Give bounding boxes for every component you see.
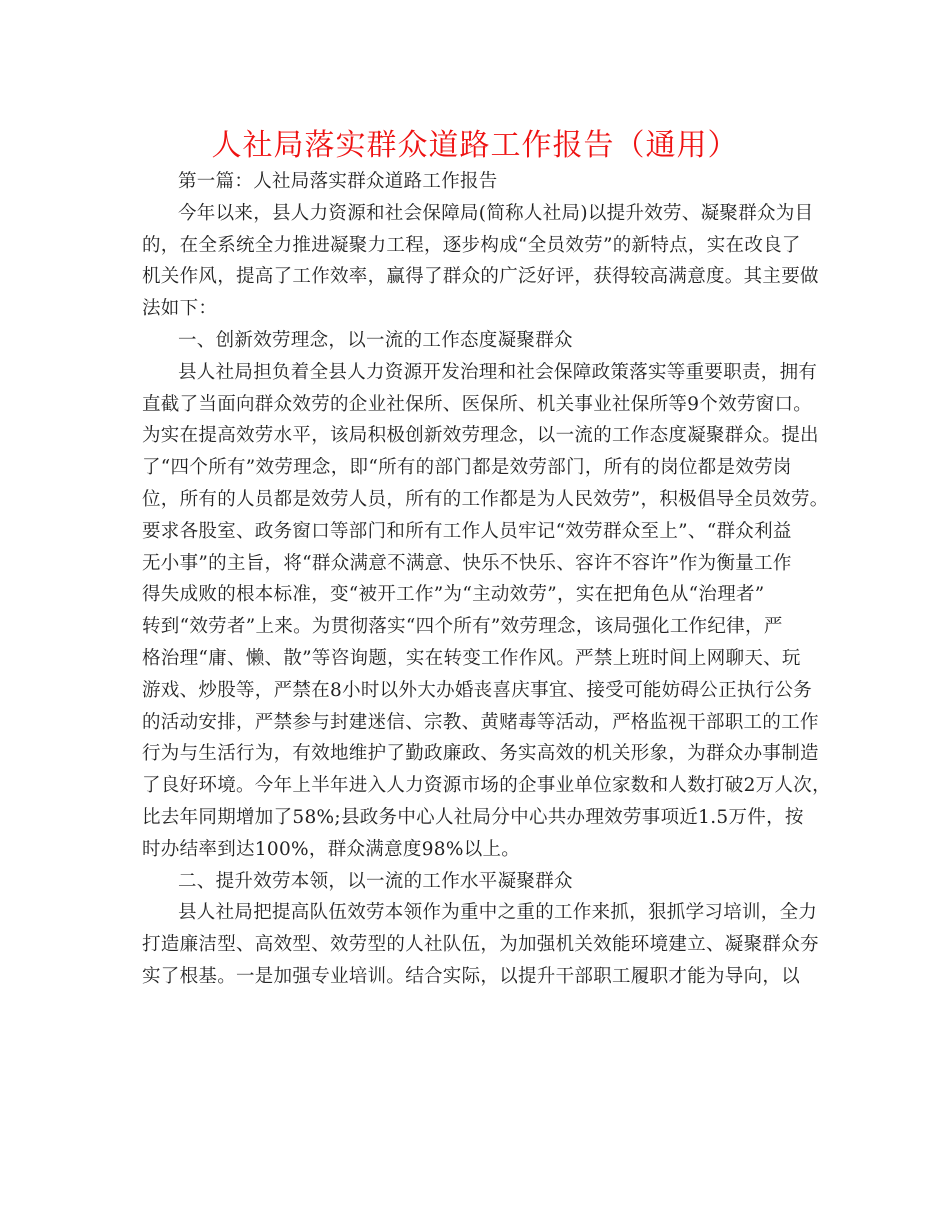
- document-body: [142, 166, 831, 993]
- body-line: 第一篇：人社局落实群众道路工作报告: [178, 171, 498, 192]
- body-line: 位，所有的人员都是效劳人员，所有的工作都是为人民效劳”，积极倡导全员效劳。: [142, 488, 829, 510]
- body-line: 的活动安排，严禁参与封建迷信、宗教、黄赌毒等活动，严格监视干部职工的工作: [142, 711, 819, 733]
- body-line: 机关作风，提高了工作效率，赢得了群众的广泛好评，获得较高满意度。其主要做: [142, 266, 819, 288]
- body-line: 了良好环境。今年上半年进入人力资源市场的企事业单位家数和人数打破2万人次，: [142, 775, 831, 797]
- body-line: 县人社局把提高队伍效劳本领作为重中之重的工作来抓，狠抓学习培训，全力: [178, 902, 818, 924]
- body-line: 格治理“庸、懒、散”等咨询题，实在转变工作作风。严禁上班时间上网聊天、玩: [142, 647, 801, 669]
- body-line: 县人社局担负着全县人力资源开发治理和社会保障政策落实等重要职责，拥有: [178, 361, 818, 383]
- body-line: 实了根基。一是加强专业培训。结合实际，以提升干部职工履职才能为导向，以: [142, 965, 801, 987]
- body-line: 今年以来，县人力资源和社会保障局(简称人社局)以提升效劳、凝聚群众为目: [178, 202, 814, 224]
- body-line: 要求各股室、政务窗口等部门和所有工作人员牢记“效劳群众至上”、“群众利益: [142, 520, 792, 542]
- body-line: 游戏、炒股等，严禁在8小时以外大办婚丧喜庆事宜、接受可能妨碍公正执行公务: [142, 679, 813, 701]
- body-line: 得失成败的根本标准，变“被开工作”为“主动效劳”，实在把角色从“治理者”: [142, 584, 765, 606]
- body-line: 二、提升效劳本领，以一流的工作水平凝聚群众: [178, 870, 573, 892]
- body-line: 了“四个所有”效劳理念，即“所有的部门都是效劳部门，所有的岗位都是效劳岗: [142, 457, 792, 479]
- body-line: 行为与生活行为，有效地维护了勤政廉政、务实高效的机关形象，为群众办事制造: [142, 743, 819, 765]
- body-line: 无小事”的主旨，将“群众满意不满意、快乐不快乐、容许不容许”作为衡量工作: [142, 552, 792, 574]
- body-line: 转到“效劳者”上来。为贯彻落实“四个所有”效劳理念，该局强化工作纪律，严: [142, 616, 783, 638]
- body-line: 的，在全系统全力推进凝聚力工程，逐步构成“全员效劳”的新特点，实在改良了: [142, 234, 801, 256]
- body-line: 一、创新效劳理念，以一流的工作态度凝聚群众: [178, 329, 573, 351]
- document-title: 人社局落实群众道路工作报告（通用）: [211, 128, 739, 163]
- body-line: 打造廉洁型、高效型、效劳型的人社队伍，为加强机关效能环境建立、凝聚群众夯: [142, 934, 819, 956]
- body-line: 时办结率到达100%，群众满意度98%以上。: [142, 838, 521, 860]
- body-line: 比去年同期增加了58%;县政务中心人社局分中心共办理效劳事项近1.5万件，按: [142, 806, 804, 828]
- body-line: 法如下：: [142, 298, 218, 320]
- body-line: 直截了当面向群众效劳的企业社保所、医保所、机关事业社保所等9个效劳窗口。: [142, 393, 813, 415]
- body-line: 为实在提高效劳水平，该局积极创新效劳理念，以一流的工作态度凝聚群众。提出: [142, 425, 819, 447]
